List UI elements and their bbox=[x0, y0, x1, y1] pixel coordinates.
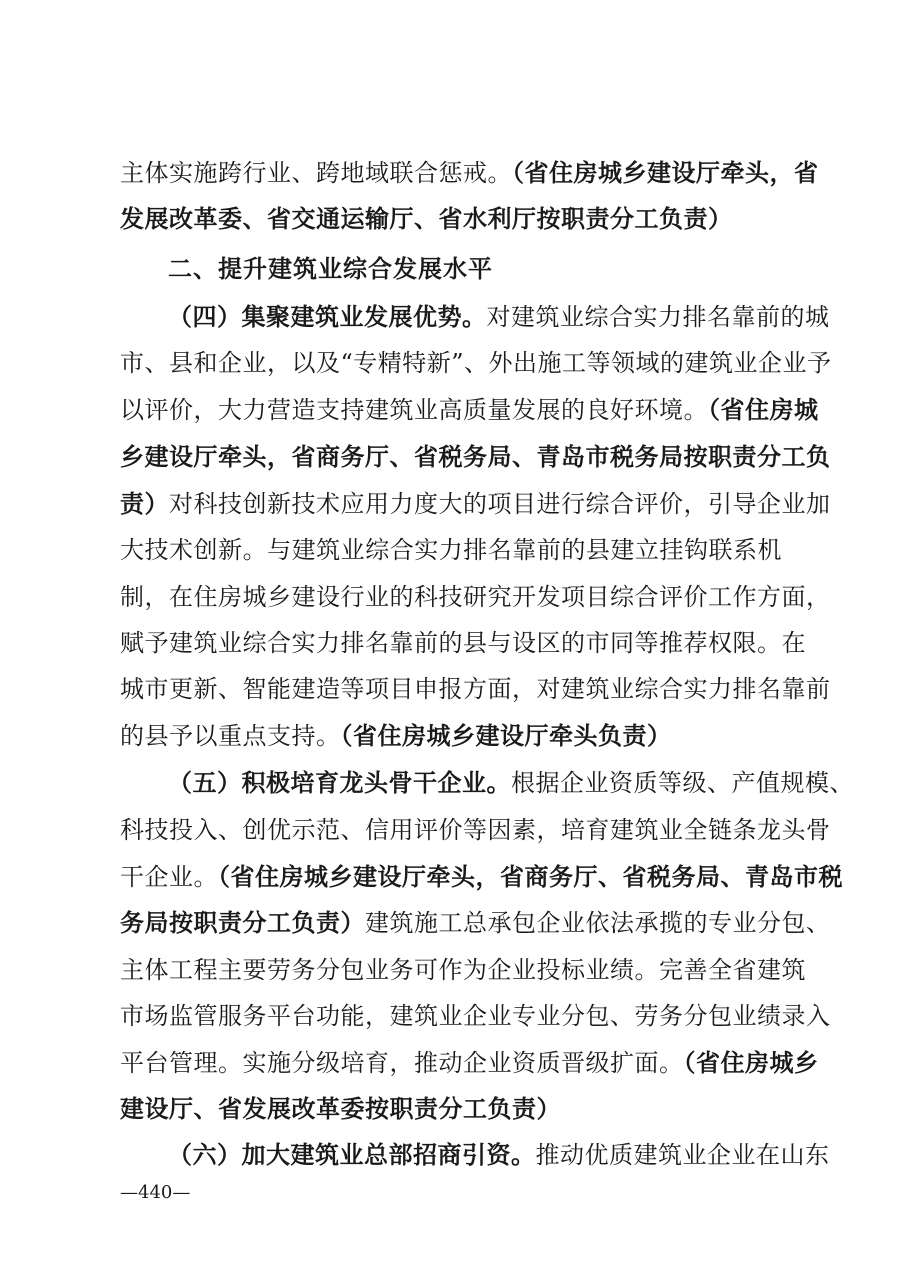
text-line: 市、县和企业，以及“专精特新”、外出施工等领域的建筑业企业予 bbox=[120, 349, 832, 377]
paragraph-start: （五）积极培育龙头骨干企业。根据企业资质等级、产值规模、 bbox=[168, 768, 854, 797]
text-line: 发展改革委、省交通运输厅、省水利厅按职责分工负责） bbox=[120, 204, 733, 233]
text-line: 的县予以重点支持。（省住房城乡建设厅牵头负责） bbox=[120, 721, 672, 750]
text-line: 科技投入、创优示范、信用评价等因素，培育建筑业全链条龙头骨 bbox=[120, 816, 831, 844]
text-line: 干企业。（省住房城乡建设厅牵头，省商务厅、省税务局、青岛市税 bbox=[120, 862, 843, 891]
text-line: 以评价，大力营造支持建筑业高质量发展的良好环境。（省住房城 bbox=[120, 395, 819, 424]
text-line: 城市更新、智能建造等项目申报方面，对建筑业综合实力排名靠前 bbox=[120, 675, 831, 703]
paragraph-start: （四）集聚建筑业发展优势。对建筑业综合实力排名靠前的城 bbox=[168, 302, 830, 331]
text-line: 赋予建筑业综合实力排名靠前的县与设区的市同等推荐权限。在 bbox=[120, 629, 806, 657]
text-line: 制，在住房城乡建设行业的科技研究开发项目综合评价工作方面， bbox=[120, 583, 831, 611]
text-line: 主体实施跨行业、跨地域联合惩戒。（省住房城乡建设厅牵头，省 bbox=[120, 158, 819, 187]
text-line: 责）对科技创新技术应用力度大的项目进行综合评价，引导企业加 bbox=[120, 489, 831, 518]
text-line: 务局按职责分工负责）建筑施工总承包企业依法承揽的专业分包、 bbox=[120, 908, 831, 937]
paragraph-start: （六）加大建筑业总部招商引资。推动优质建筑业企业在山东 bbox=[168, 1140, 830, 1169]
text-line: 大技术创新。与建筑业综合实力排名靠前的县建立挂钩联系机 bbox=[120, 536, 782, 564]
page-number: —440— bbox=[120, 1182, 191, 1203]
section-heading: 二、提升建筑业综合发展水平 bbox=[168, 255, 493, 283]
text-line: 主体工程主要劳务分包业务可作为企业投标业绩。完善全省建筑 bbox=[120, 956, 806, 984]
text-line: 市场监管服务平台功能，建筑业企业专业分包、劳务分包业绩录入 bbox=[120, 1002, 831, 1030]
text-line: 建设厅、省发展改革委按职责分工负责） bbox=[120, 1094, 561, 1123]
text-line: 平台管理。实施分级培育，推动企业资质晋级扩面。（省住房城乡 bbox=[120, 1048, 819, 1077]
text-line: 乡建设厅牵头，省商务厅、省税务局、青岛市税务局按职责分工负 bbox=[120, 442, 831, 471]
